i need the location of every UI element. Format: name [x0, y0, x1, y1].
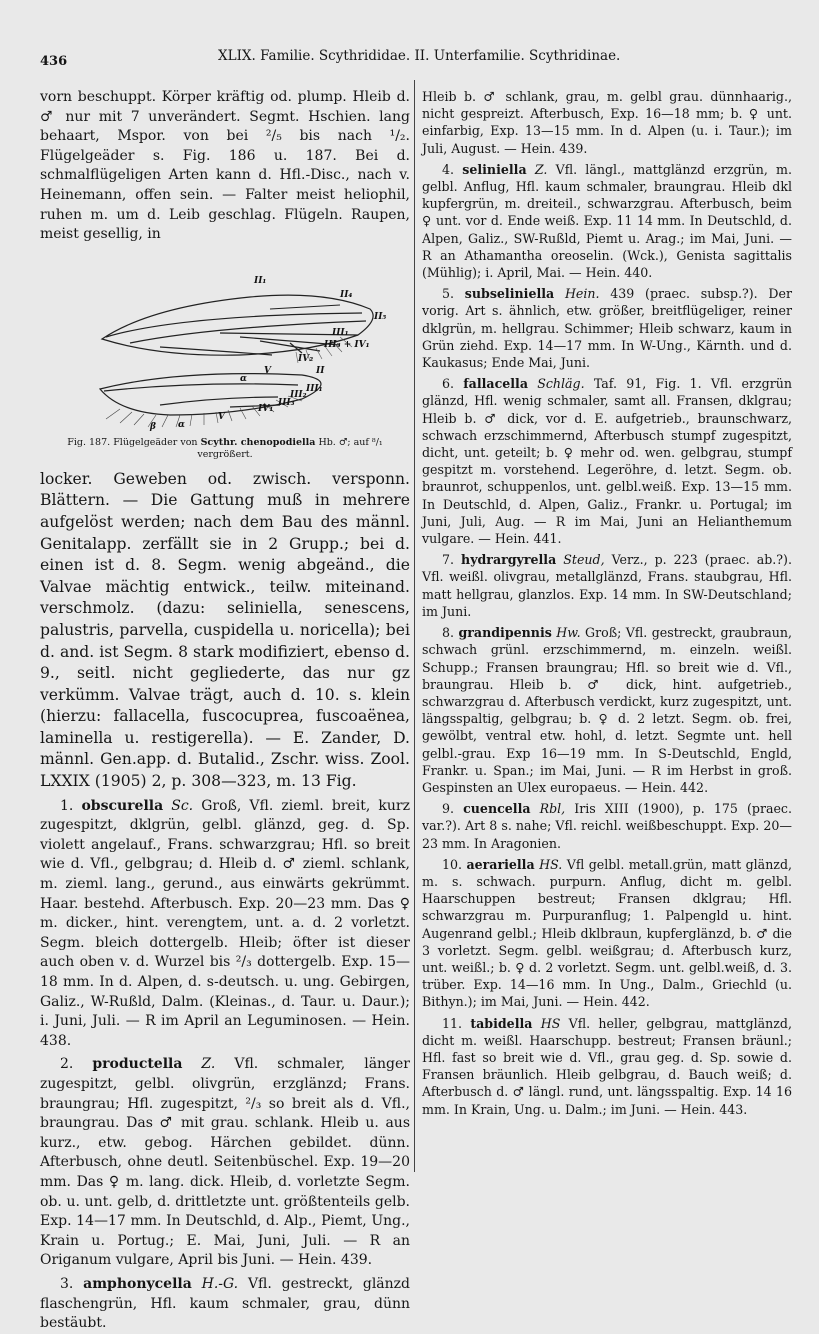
vein-label: IV₂: [298, 353, 314, 364]
species-entry: [422, 1015, 792, 1118]
vein-label: α: [178, 419, 185, 430]
entry-text: Vfl. heller, gelbgrau, mattglänzd, dicht m. weißl. Haarschupp. bestreut; Fransen bräunl.; Hfl. fast so breit wie d. Vfl., grau geg. d. Sp. sowie d. Fransen bräunlich. Hleib gelbgrau, d. Bauch weiß; d. Afterbusch d. ♂ längl. rund, unt. längsspaltig. Exp. 14 16 mm. In Krain, Ung. u. Dalm.; im Juni. — Hein. 443.: [422, 1015, 792, 1117]
species-name: obscurella: [81, 797, 164, 814]
vein-label: II₄: [340, 289, 353, 300]
vein-label: II₁: [254, 275, 267, 286]
species-author: Schläg.: [537, 376, 585, 392]
entry-text: Vfl. längl., mattglänzd erzgrün, m. gelbl. Anflug, Hfl. kaum schmaler, braungrau. Hleib dkl kupfergrün, m. dreiteil., schwarzgrau. Afterbusch, beim ♀ unt. vor d. Ende weiß. Exp. 11 14 mm. In Deutschld, d. Alpen, Galiz., SW-Rußld, Piemt u. Arag.; im Mai, Juni. — R an Athamantha oreoselin. (Wck.), Genista sagittalis (Mühlig); i. April, Mai. — Hein. 440.: [422, 161, 792, 281]
species-name: fallacella: [463, 376, 528, 392]
entry-number: 4.: [442, 161, 455, 177]
entry-number: 2.: [60, 1056, 74, 1073]
vein-label: α: [240, 373, 247, 384]
continuation-paragraph: Hleib b. ♂ schlank, grau, m. gelbl grau. dünnhaarig., nicht gespreizt. Afterbusch, Exp. 16—18 mm; b. ♀ unt. einfarbig, Exp. 13—15 mm. In d. Alpen (u. i. Taur.); im Juli, August. — Hein. 439.: [422, 89, 792, 156]
vein-label: II₅: [374, 311, 387, 322]
species-entry: [422, 161, 792, 281]
entry-number: 9.: [442, 801, 455, 817]
species-entry: [422, 375, 792, 547]
caption-text: Flügelgeäder von: [113, 436, 198, 448]
entry-text: Vfl. schmaler, länger zugespitzt, gelbl. olivgrün, erzglänzd; Frans. braungrau; Hfl. zugespitzt, ²/₃ so breit als d. Vfl., braungrau. Das ♂ mit grau. schlank. Hleib u. aus kurz., etw. gebog. Härchen gebildet. dünn. Afterbusch, ohne deutl. Seitenbüschel. Exp. 19—20 mm. Das ♀ m. lang. dick. Hleib, d. vorletzte Segm. ob. u. unt. gelb, d. drittletzte unt. größtenteils gelb. Exp. 14—17 mm. In Deutschld, d. Alp., Piemt, Ung., Krain u. Portug.; E. Mai, Juni, Juli. — R an Origanum vulgare, April bis Juni. — Hein. 439.: [40, 1056, 410, 1269]
species-name: aerariella: [466, 856, 535, 872]
species-entry: [40, 797, 410, 1052]
page-number: 436: [40, 54, 68, 69]
vein-label: β: [150, 421, 156, 432]
entry-text: Vfl. gestreckt, glänzd flaschengrün, Hfl. kaum schmaler, grau, dünn bestäubt.: [40, 1275, 410, 1332]
species-name: hydrargyrella: [461, 552, 557, 568]
species-author: HS: [540, 1015, 561, 1031]
species-author: Steud,: [563, 552, 605, 568]
species-name: productella: [92, 1056, 183, 1073]
entry-number: 5.: [442, 286, 455, 302]
species-author: Rbl,: [539, 801, 566, 817]
species-name: cuencella: [463, 801, 531, 817]
vein-label: III₃: [278, 397, 295, 408]
species-entry: [422, 285, 792, 371]
wing-venation-diagram: [40, 257, 410, 435]
running-head: XLIX. Familie. Scythrididae. II. Unterfamilie. Scythridinae.: [218, 48, 621, 64]
right-column: [422, 88, 792, 1118]
vein-label: V: [218, 411, 225, 422]
entry-text: 439 (praec. subsp.?). Der vorig. Art s. ähnlich, etw. größer, breitflügeliger, reiner dklgrün, m. hellgrau. Schimmer; Hleib schwarz, kaum in Grün ziehd. Exp. 14—17 mm. In W-Ung., Kärnth. und d. Kaukasus; Ende Mai, Juni.: [422, 286, 792, 371]
entry-text: Groß; Vfl. gestreckt, graubraun, schwach grünl. erzschimmernd, m. einzeln. weißl. Schupp.; Fransen braungrau; Hfl. so breit wie d. Vfl., braungrau. Hleib b. ♂ dick, hint. aufgetrieb., schwarzgrau d. Afterbusch verdickt, kurz zugespitzt, unt. längsspaltig, gelbgrau; b. ♀ d. 2 letzt. Segm. ob. frei, gewölbt, ventral etw. hohl, d. letzt. Segmte unt. hell gelbl.-grau. Exp 16—19 mm. In S-Deutschld, Engld, Frankr. u. Span.; im Mai, Juni. — R im Herbst in groß. Gespinsten an Ulex europaeus. — Hein. 442.: [422, 625, 792, 795]
intro-paragraph: vorn beschuppt. Körper kräftig od. plump. Hleib d. ♂ nur mit 7 unverändert. Segmt. Hschien. lang behaart, Mspor. von bei ²/₅ bis nach ¹/₂. Flügelgeäder s. Fig. 186 u. 187. Bei d. schmalflügeligen Arten kann d. Hfl.-Disc., nach v. Heinemann, offen sein. — Falter meist heliophil, ruhen m. um d. Leib geschlag. Flügeln. Raupen, meist gesellig, in: [40, 89, 410, 243]
entry-text: Verz., p. 223 (praec. ab.?). Vfl. weißl. olivgrau, metallglänzd, Frans. staubgrau, Hfl. matt hellgrau, glanzlos. Exp. 14 mm. In SW-Deutschland; im Juni.: [422, 552, 792, 619]
species-author: Sc.: [171, 797, 194, 814]
vein-label: III₂: [290, 389, 307, 400]
species-author: Hw.: [556, 625, 581, 641]
species-author: Z.: [201, 1056, 216, 1073]
species-entry: [422, 551, 792, 620]
entry-text: Groß, Vfl. zieml. breit, kurz zugespitzt, dklgrün, gelbl. glänzd, geg. d. Sp. violett angelauf., Frans. schwarzgrau; Hfl. so breit wie d. Vfl., gelbgrau; d. Hleib d. ♂ zieml. schlank, m. zieml. lang., gerund., aus einwärts gekrümmt. Haar. bestehd. Afterbusch. Exp. 20—23 mm. Das ♀ m. dicker., hint. verengtem, unt. a. d. 2 vorletzt. Segm. bleich dottergelb. Hleib; öfter ist dieser auch oben v. d. Wurzel bis ²/₃ dottergelb. Exp. 15—18 mm. In d. Alpen, d. s-deutsch. u. ung. Gebirgen, Galiz., W-Rußld, Dalm. (Kleinas., d. Taur. u. Daur.); i. Juni, Juli. — R im April an Leguminosen. — Hein. 438.: [40, 797, 410, 1049]
vein-label: IV₁: [258, 403, 274, 414]
species-entry: [40, 1055, 410, 1271]
left-column: [40, 88, 410, 1334]
species-name: subseliniella: [464, 286, 555, 302]
entry-number: 1.: [60, 797, 74, 814]
vein-label: III₁: [306, 383, 323, 394]
species-entry: [422, 624, 792, 796]
hindwing-drawing: [100, 373, 321, 414]
species-name: tabidella: [470, 1015, 533, 1031]
wing-venation-figure: [40, 257, 410, 461]
species-author: Hein.: [564, 286, 600, 302]
vein-label: III₃ + IV₁: [324, 339, 370, 350]
caption-species: Scythr. chenopodiella: [200, 436, 316, 448]
species-entry: [422, 800, 792, 852]
entry-text: Vfl gelbl. metall.grün, matt glänzd, m. s. schwach. purpurn. Anflug, dicht m. gelbl. Haarschuppen bestreut; Fransen dklgrau; Hfl. schwarzgrau m. Purpuranflug; 1. Palpengld u. hint. Augenrand gelbl.; Hleib dklbraun, kupferglänzd, b. ♂ die 3 vorletzt. Segm. gelbl. weißgrau; d. Afterbusch kurz, unt. weißl.; b. ♀ d. 2 vorletzt. Segm. unt. gelbl.weiß, d. 3. trüber. Exp. 14—16 mm. In Ung., Dalm., Griechld (u. Bithyn.); im Mai, Juni. — Hein. 442.: [422, 856, 793, 1010]
species-entry: [422, 856, 792, 1011]
species-name: amphonycella: [83, 1275, 192, 1292]
species-author: H.-G.: [201, 1275, 239, 1292]
vein-label: V: [264, 365, 271, 376]
entry-number: 11.: [442, 1015, 463, 1031]
entry-number: 10.: [442, 856, 463, 872]
species-author: HS.: [539, 856, 563, 872]
entry-number: 7.: [442, 552, 455, 568]
entry-number: 3.: [60, 1275, 74, 1292]
caption-rest: Hb. ♂; auf ⁸/₁ vergrößert.: [197, 436, 383, 460]
species-author: Z.: [534, 161, 548, 177]
entry-text: Iris XIII (1900), p. 175 (praec. var.?). Art 8 s. nahe; Vfl. reichl. weißbeschuppt. Exp. 20—23 mm. In Aragonien.: [422, 801, 792, 851]
entry-number: 8.: [442, 625, 455, 641]
figure-caption: [40, 437, 410, 461]
genus-paragraph: locker. Geweben od. zwisch. versponn. Blättern. — Die Gattung muß in mehrere aufgelöst werden; nach dem Bau des männl. Genitalapp. zerfällt sie in 2 Grupp.; bei d. einen ist d. 8. Segm. wenig abgeänd., die Valvae mächtig entwick., teilw. miteinand. verschmolz. (dazu: seliniella, senescens, palustris, parvella, cuspidella u. noricella); bei d. and. ist Segm. 8 stark modifiziert, ebenso d. 9., seitl. nicht gegliederte, das nur gz verkümm. Valvae trägt, auch d. 10. s. klein (hierzu: fallacella, fuscocuprea, fuscoaënea, laminella u. restigerella). — E. Zander, D. männl. Gen.app. d. Butalid., Zschr. wiss. Zool. LXXIX (1905) 2, p. 308—323, m. 13 Fig.: [40, 469, 410, 791]
vein-label: III₁: [332, 327, 349, 338]
species-entry: [40, 1275, 410, 1334]
species-name: seliniella: [462, 161, 527, 177]
entry-text: Taf. 91, Fig. 1. Vfl. erzgrün glänzd, Hfl. wenig schmaler, samt all. Fransen, dklgrau; Hleib b. ♂ dick, vor d. E. aufgetrieb., braunschwarz, schwach erzschimmernd, Afterbusch stumpf zugespitzt, dicht, unt. geteilt; b. ♀ mehr od. wen. gelbgrau, stumpf gespitzt m. vorstehend. Legeröhre, d. letzt. Segm. ob. braunrot, schuppenlos, unt. gelbl.weiß. Exp. 13—15 mm. In Deutschld, d. Alpen, Galiz., Frankr. u. Portugal; im Juni, Juli, Aug. — R im Mai, Juni an Helianthemum vulgare. — Hein. 441.: [422, 376, 792, 547]
vein-label: II: [316, 365, 325, 376]
figure-number: Fig. 187.: [67, 436, 111, 448]
page-header: [40, 48, 779, 72]
entry-number: 6.: [442, 376, 455, 392]
column-divider: [414, 80, 415, 1172]
species-name: grandipennis: [458, 625, 552, 641]
